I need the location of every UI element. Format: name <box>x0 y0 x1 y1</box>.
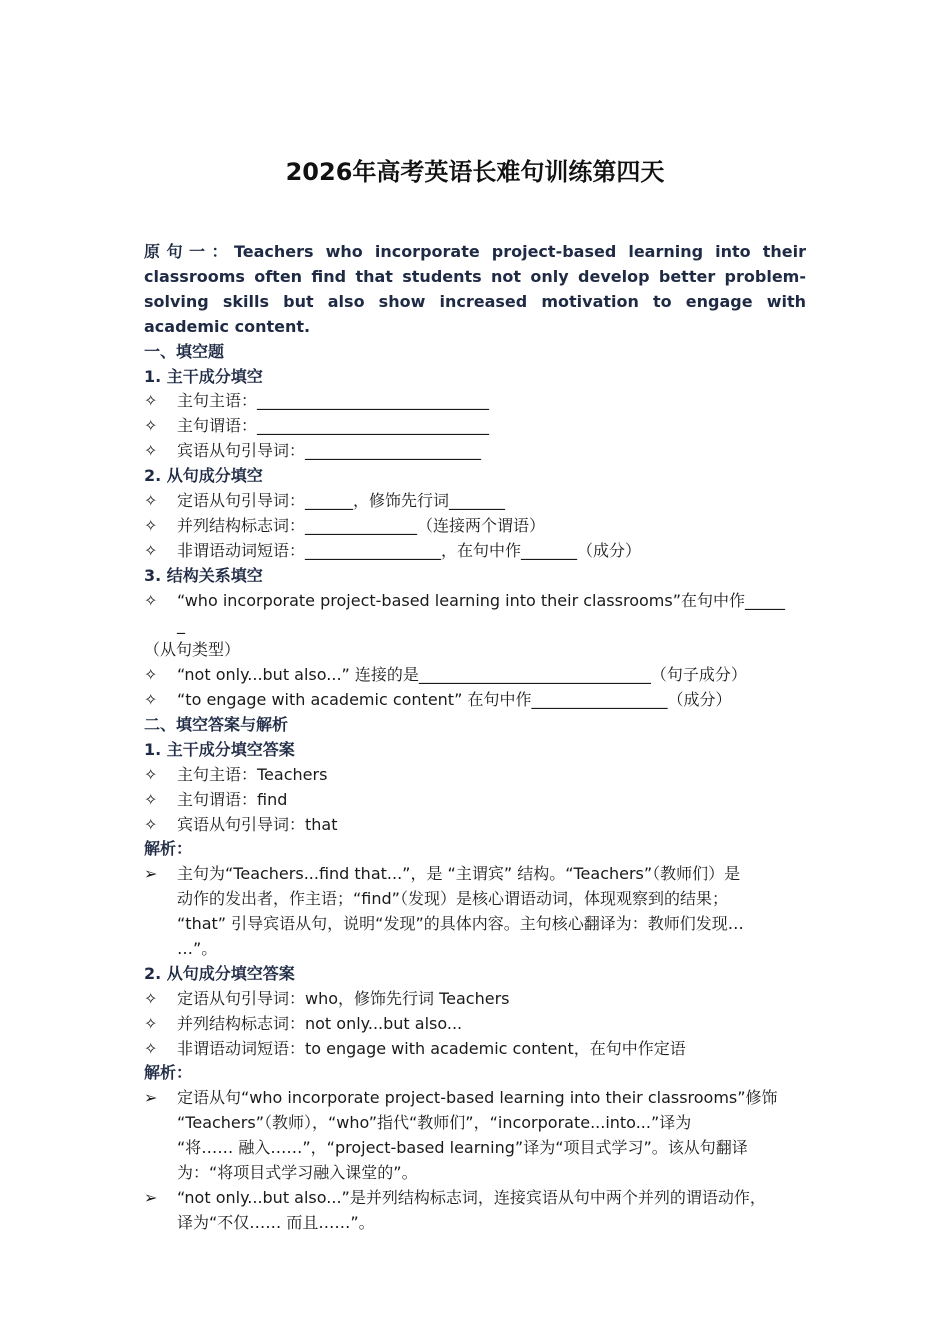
diamond-bullet-icon: ✧ <box>144 441 158 461</box>
part2-heading: 二、填空答案与解析 <box>144 714 289 734</box>
list-item <box>144 489 806 514</box>
clause-type-note: （从句类型） <box>144 640 241 660</box>
part1-sec1-heading: 1. 主干成分填空 <box>144 366 263 386</box>
diamond-bullet-icon: ✧ <box>144 490 158 510</box>
item-text: 宾语从句引导词：______________________ <box>177 441 482 461</box>
analysis-label: 解析： <box>144 839 193 859</box>
analysis-line: “将…… 融入……”，“project-based learning”译为“项目式学习”。该从句翻译 <box>177 1138 748 1158</box>
part1-sec2-heading: 2. 从句成分填空 <box>144 466 263 486</box>
analysis-line: 译为“不仅…… 而且……”。 <box>177 1212 375 1232</box>
diamond-bullet-icon: ✧ <box>144 764 158 784</box>
list-item <box>144 788 806 813</box>
arrow-bullet-icon: ➢ <box>144 1088 158 1108</box>
part2-sec1-heading: 1. 主干成分填空答案 <box>144 739 295 759</box>
diamond-bullet-icon: ✧ <box>144 988 158 1008</box>
analysis-line-wrap <box>144 1111 806 1136</box>
item-text: 主句谓语：find <box>177 789 288 809</box>
analysis-line: 动作的发出者，作主语；“find”（发现）是核心谓语动词，体现观察到的结果； <box>177 889 728 909</box>
arrow-bullet-icon: ➢ <box>144 864 158 884</box>
analysis-label: 解析： <box>144 1063 193 1083</box>
item-text: “who incorporate project-based learning into their classrooms”在句中作_____ <box>177 590 785 610</box>
item-text: 非谓语动词短语：_________________，在句中作_______（成分） <box>177 540 642 560</box>
list-item <box>144 663 806 688</box>
analysis-line-wrap <box>144 1136 806 1161</box>
diamond-bullet-icon: ✧ <box>144 814 158 834</box>
list-item <box>144 813 806 838</box>
diamond-bullet-icon: ✧ <box>144 416 158 436</box>
diamond-bullet-icon: ✧ <box>144 515 158 535</box>
list-item-continued <box>144 613 806 638</box>
document-title: 2026年高考英语长难句训练第四天 <box>285 158 665 186</box>
analysis-item <box>144 1186 806 1211</box>
list-item <box>144 414 806 439</box>
analysis-line: 定语从句“who incorporate project-based learning into their classrooms”修饰 <box>177 1088 778 1108</box>
list-item <box>144 987 806 1012</box>
original-sentence <box>144 240 806 340</box>
item-text: 非谓语动词短语：to engage with academic content，在句中作定语 <box>177 1038 686 1058</box>
item-text: 并列结构标志词：not only...but also... <box>177 1013 463 1033</box>
analysis-line: 主句为“Teachers...find that...”，是 “主谓宾” 结构。“Teachers”（教师们）是 <box>177 864 741 884</box>
list-item <box>144 539 806 564</box>
item-text: 主句谓语：_____________________________ <box>177 416 490 436</box>
diamond-bullet-icon: ✧ <box>144 590 158 610</box>
document-body <box>144 240 806 1236</box>
diamond-bullet-icon: ✧ <box>144 1038 158 1058</box>
analysis-line-wrap <box>144 912 806 937</box>
item-text: _ <box>177 615 185 635</box>
list-item <box>144 1037 806 1062</box>
analysis-line: “not only...but also...”是并列结构标志词，连接宾语从句中两个并列的谓语动作， <box>177 1187 766 1207</box>
analysis-line: 为：“将项目式学习融入课堂的”。 <box>177 1163 418 1183</box>
item-text: 主句主语：Teachers <box>177 764 328 784</box>
part1-heading: 一、填空题 <box>144 341 225 361</box>
analysis-line: “that” 引导宾语从句，说明“发现”的具体内容。主句核心翻译为：教师们发现… <box>177 914 744 934</box>
analysis-line: “Teachers”（教师），“who”指代“教师们”，“incorporate...into...”译为 <box>177 1113 692 1133</box>
analysis-line-wrap <box>144 887 806 912</box>
list-item <box>144 1012 806 1037</box>
item-text: 主句主语：_____________________________ <box>177 391 490 411</box>
analysis-line-wrap <box>144 1211 806 1236</box>
diamond-bullet-icon: ✧ <box>144 789 158 809</box>
original-text: Teachers who incorporate project-based learning into their classrooms often find that students not only develop better problem-solving skills but also show increased motivation to engage with academic content. <box>144 242 806 336</box>
list-item <box>144 763 806 788</box>
item-text: 定语从句引导词：______，修饰先行词_______ <box>177 490 506 510</box>
list-item <box>144 439 806 464</box>
diamond-bullet-icon: ✧ <box>144 1013 158 1033</box>
analysis-line-wrap <box>144 937 806 962</box>
part2-sec2-heading: 2. 从句成分填空答案 <box>144 963 295 983</box>
item-text: 宾语从句引导词：that <box>177 814 338 834</box>
analysis-item <box>144 862 806 887</box>
arrow-bullet-icon: ➢ <box>144 1187 158 1207</box>
analysis-line-wrap <box>144 1161 806 1186</box>
item-text: “not only...but also...” 连接的是_____________________________（句子成分） <box>177 665 747 685</box>
item-text: 定语从句引导词：who，修饰先行词 Teachers <box>177 988 510 1008</box>
diamond-bullet-icon: ✧ <box>144 665 158 685</box>
list-item <box>144 688 806 713</box>
list-item <box>144 514 806 539</box>
list-item <box>144 389 806 414</box>
list-item <box>144 589 806 614</box>
diamond-bullet-icon: ✧ <box>144 690 158 710</box>
item-text: 并列结构标志词：______________（连接两个谓语） <box>177 515 546 535</box>
analysis-line: …”。 <box>177 939 218 958</box>
diamond-bullet-icon: ✧ <box>144 391 158 411</box>
diamond-bullet-icon: ✧ <box>144 540 158 560</box>
analysis-item <box>144 1086 806 1111</box>
item-text: “to engage with academic content” 在句中作_________________（成分） <box>177 690 732 710</box>
original-label: 原句一： <box>144 242 234 261</box>
part1-sec3-heading: 3. 结构关系填空 <box>144 565 263 585</box>
